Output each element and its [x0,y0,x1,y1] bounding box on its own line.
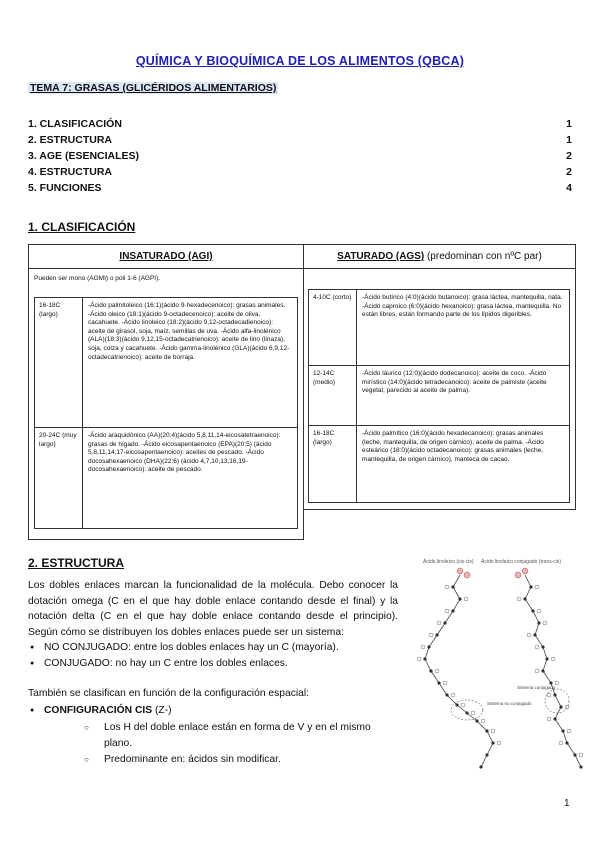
insaturado-table [28,244,304,540]
toc-page: 1 [566,134,572,146]
table-row [309,366,569,426]
toc-label: 2. ESTRUCTURA [28,134,113,146]
toc-page: 4 [566,182,572,194]
toc-label: 5. FUNCIONES [28,182,102,194]
tema-heading: TEMA 7: GRASAS (GLICÉRIDOS ALIMENTARIOS) [30,82,277,94]
section-heading-clasificacion: 1. CLASIFICACIÓN [28,220,136,234]
config-cis-label: CONFIGURACIÓN CIS [44,705,153,716]
saturado-header-label: SATURADO (AGS) [337,251,425,262]
saturado-header [304,245,575,269]
acids-cell: -Ácido palmítico (16:0)(ácido hexadecanoico): grasas animales (leche, mantequilla, de origen cárnico), aceite de palma. -Ácido esteárico (18:0)(ácido octadecanoico): grasas animales (leche, mantequilla, de origen cárnico), manteca de cacao. [362,430,544,463]
toc-page: 2 [566,150,572,162]
figure-right-note: Sistema conjugado [517,685,556,690]
linoleic-acid-structures-figure [405,555,590,785]
saturado-header-note: (predominan con nºC par) [424,251,542,262]
toc-row[interactable] [28,148,572,164]
bullet-no-conjugado: ● NO CONJUGADO: entre los dobles enlaces hay un C (mayoría). [44,640,339,656]
right-molecule [525,575,581,767]
table-row [35,428,297,528]
saturado-inner-table [308,289,570,503]
figure-left-title: Ácido linoleico (cis-cis) [423,559,474,565]
figure-left-note: Sistema no conjugado [487,701,532,706]
toc-page: 1 [566,118,572,130]
section-heading-estructura: 2. ESTRUCTURA [28,556,125,570]
toc-label: 1. CLASIFICACIÓN [28,118,122,130]
toc-row[interactable] [28,132,572,148]
toc-label: 3. AGE (ESENCIALES) [28,150,140,162]
toc-row[interactable] [28,180,572,196]
paragraph-configuracion: También se clasifican en función de la configuración espacial: [28,688,310,699]
sub-bullet-predominante: ○ Predominante en: ácidos sin modificar. [104,752,400,768]
chain-length-cell: 12-14C (medio) [309,366,357,425]
toc-row[interactable] [28,164,572,180]
chain-length-cell: 16-18C (largo) [35,298,83,427]
oxygen-atoms [457,568,528,578]
insaturado-note: Pueden ser mono (AGMI) o poli 1-6 (AGPI). [34,275,161,282]
sub-bullet-plano: ○ Los H del doble enlace están en forma de V y en el mismo plano. [104,720,400,751]
toc-label: 4. ESTRUCTURA [28,166,113,178]
page-number: 1 [564,798,570,809]
acids-cell: -Ácido láurico (12:0)(ácido dodecanoico): aceite de coco. -Ácido mirístico (14:0)(ácido tetradecanoico): aceite de palmiste (aceite vegetal, parecido al aceite de palma). [362,370,547,395]
bullet-configuracion-cis [44,703,172,719]
insaturado-header [29,245,303,269]
table-of-contents [28,116,572,196]
saturado-table [304,244,576,510]
insaturado-inner-table [34,297,298,529]
chain-length-cell: 4-10C (corto) [309,290,357,365]
acids-cell: -Ácido butírico (4:0)(ácido butanoico): grasa láctea, mantequilla, nata. -Ácido caproico (6:0)(ácido hexanoico): grasa láctea, mantequilla. No están libres, están formando parte de los lípidos digeribles. [362,294,563,319]
table-row [309,290,569,366]
table-row [309,426,569,502]
insaturado-header-label: INSATURADO (AGI) [119,251,213,262]
non-conjugated-highlight [451,700,483,720]
hydrogen-atoms [417,585,583,757]
conjugated-highlight [545,689,569,713]
acids-cell: -Ácido araquidónico (AA)(20:4)(ácido 5,8,11,14-eicosatetraenoico): grasas de hígado. -Ácido eicosapentaenoico (EPA)(20:5) (ácido 5,8,11,14,17-eicosapentaenoico): aceites de pescado. -Ácido docosahexaenoico (DHA)(22:6) (ácido 4,7,10,13,16,19-docosahexaenoico): aceite de pescado. [88,432,281,474]
table-row [35,298,297,428]
classification-tables [28,244,576,540]
bullet-conjugado: ● CONJUGADO: no hay un C entre los dobles enlaces. [44,656,288,672]
document-title: QUÍMICA Y BIOQUÍMICA DE LOS ALIMENTOS (QBCA) [135,54,465,68]
toc-page: 2 [566,166,572,178]
toc-row[interactable] [28,116,572,132]
paragraph-dobles-enlaces: Los dobles enlaces marcan la funcionalidad de la molécula. Debo conocer la dotación omega (C en el que hay doble enlace contando desde el final) y la notación delta (C en el que hay doble enlace contando desde el principio). Según cómo se distribuyen los dobles enlaces puede ser un sistema: [28,580,398,638]
acids-cell: -Ácido palmitoleico (16:1)(ácido 9-hexadecenoico): grasas animales. -Ácido oleico (18:1)(ácido 9-octadecenoico): aceite de oliva, cacahuete. -Ácido linoleico (18:2)(ácido 9,12-octadecadienoico): aceite de girasol, soja, maíz, semillas de uva. -Ácido alfa-linolénico (ALA)(18:3)(ácido 9,12,15-octadecatrienoico): aceite de lino (linaza), soja, colza y cacahuete. -Ácido gamma-linolénico (GLA)(ácido 6,9,12-octadecatrienoico): aceite de borraja. [88,302,290,361]
chain-length-cell: 20-24C (muy largo) [35,428,83,528]
figure-right-title: Ácido linoleico conjugado (trans-cis) [481,559,562,565]
chain-length-cell: 16-18C (largo) [309,426,357,502]
config-cis-note: (Z-) [152,705,172,716]
